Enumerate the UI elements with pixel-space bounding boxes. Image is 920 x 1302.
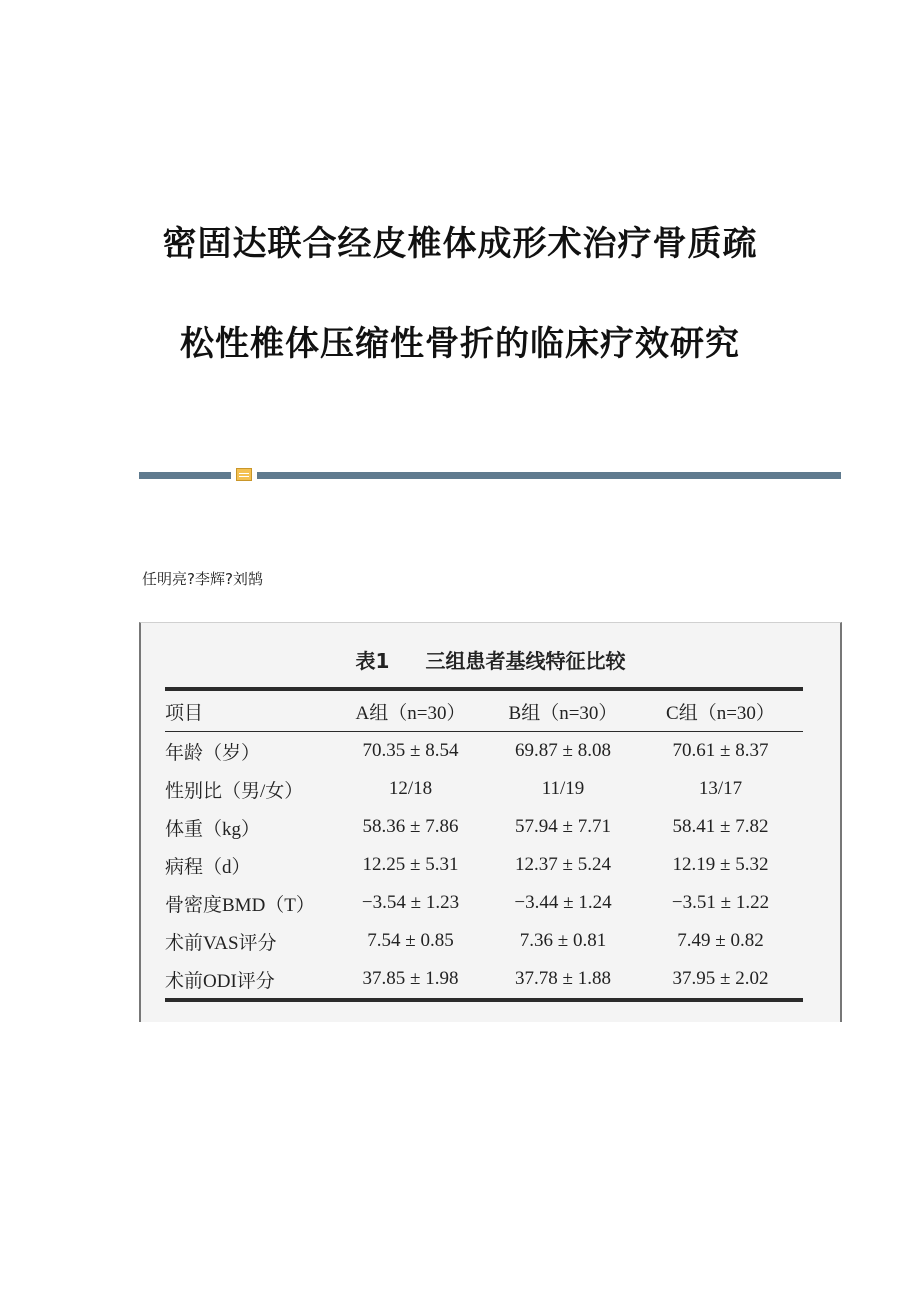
header-group-b: B组（n=30） <box>508 702 618 724</box>
cell-group-b: 7.36 ± 0.81 <box>519 930 607 951</box>
cell-group-a: 12.25 ± 5.31 <box>362 854 459 875</box>
table-row <box>165 846 803 884</box>
title-divider-right <box>257 472 841 479</box>
cell-group-a: 12/18 <box>388 778 433 799</box>
cell-group-a: 70.35 ± 8.54 <box>362 740 459 761</box>
table-row <box>165 922 803 960</box>
author-list: 任明亮?李辉?刘鹄 <box>142 570 263 588</box>
row-label: 性别比（男/女） <box>165 780 304 802</box>
table-figure <box>139 622 842 1022</box>
table-row <box>165 960 803 1000</box>
table-caption <box>141 645 840 674</box>
table-caption-number: 表1 <box>355 649 390 673</box>
cell-group-b: 11/19 <box>541 778 585 799</box>
paper-title-line-1: 密固达联合经皮椎体成形术治疗骨质疏 <box>162 224 758 264</box>
row-label: 术前VAS评分 <box>165 932 277 954</box>
cell-group-c: −3.51 ± 1.22 <box>671 892 770 913</box>
cell-group-b: 69.87 ± 8.08 <box>515 740 611 761</box>
cell-group-b: 12.37 ± 5.24 <box>515 854 611 875</box>
cell-group-c: 37.95 ± 2.02 <box>672 968 769 989</box>
table-row <box>165 770 803 808</box>
cell-group-c: 13/17 <box>698 778 743 799</box>
row-label: 体重（kg） <box>165 818 261 840</box>
cell-group-a: 58.36 ± 7.86 <box>362 816 459 837</box>
table-header-row <box>165 689 803 732</box>
cell-group-b: 57.94 ± 7.71 <box>515 816 611 837</box>
table-row <box>165 884 803 922</box>
cell-group-c: 7.49 ± 0.82 <box>677 930 764 951</box>
cell-group-b: −3.44 ± 1.24 <box>514 892 612 913</box>
cell-group-a: 37.85 ± 1.98 <box>362 968 459 989</box>
header-item: 项目 <box>165 702 204 724</box>
header-group-c: C组（n=30） <box>666 702 775 724</box>
cell-group-a: −3.54 ± 1.23 <box>361 892 460 913</box>
paper-title-line-2: 松性椎体压缩性骨折的临床疗效研究 <box>180 324 740 364</box>
table-row <box>165 732 803 771</box>
envelope-icon <box>236 468 252 481</box>
title-divider-left <box>139 472 231 479</box>
cell-group-b: 37.78 ± 1.88 <box>515 968 611 989</box>
cell-group-c: 70.61 ± 8.37 <box>672 740 769 761</box>
row-label: 病程（d） <box>165 856 251 878</box>
baseline-characteristics-table <box>165 687 803 1002</box>
row-label: 骨密度BMD（T） <box>165 894 315 916</box>
table-row <box>165 808 803 846</box>
table-caption-text: 三组患者基线特征比较 <box>425 649 626 673</box>
cell-group-c: 12.19 ± 5.32 <box>672 854 769 875</box>
row-label: 术前ODI评分 <box>165 970 275 992</box>
row-label: 年龄（岁） <box>165 742 261 764</box>
cell-group-c: 58.41 ± 7.82 <box>672 816 769 837</box>
cell-group-a: 7.54 ± 0.85 <box>367 930 454 951</box>
header-group-a: A组（n=30） <box>355 702 466 724</box>
